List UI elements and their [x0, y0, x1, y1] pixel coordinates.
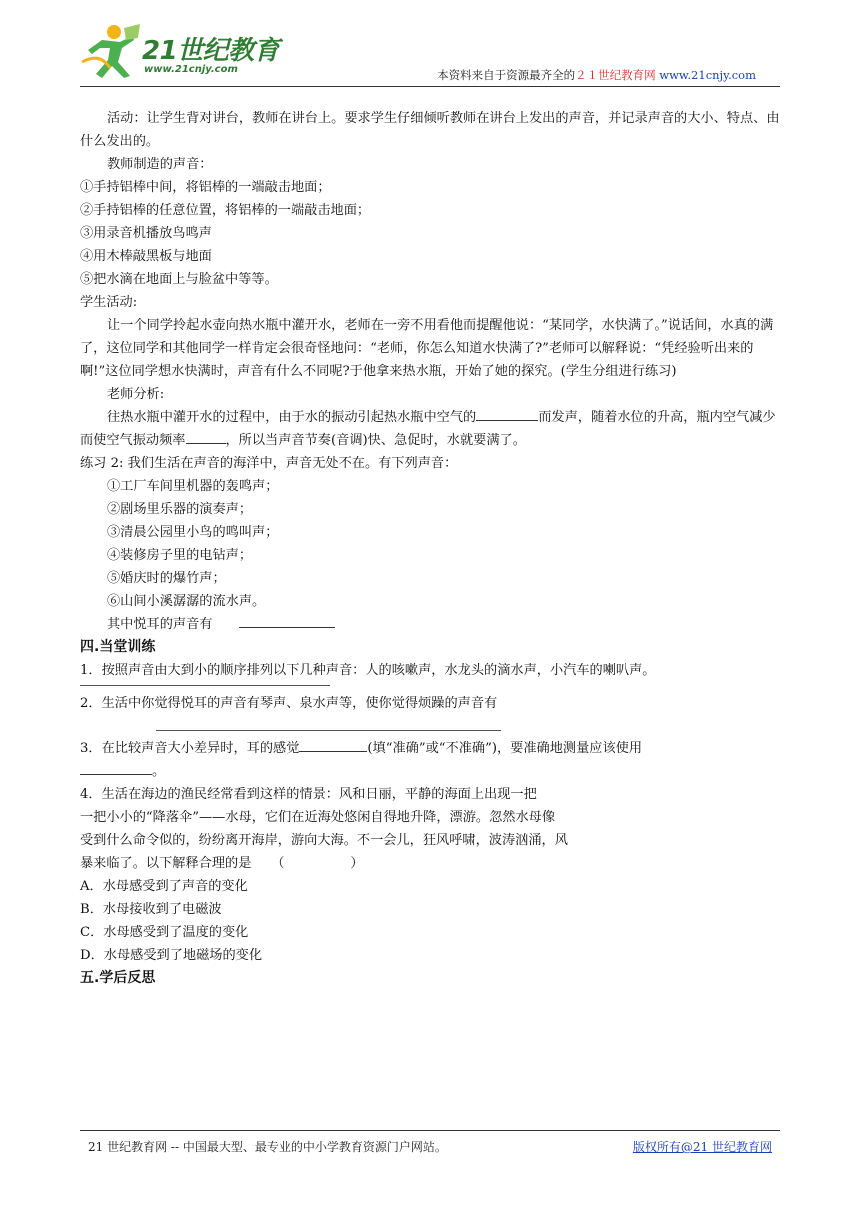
exercise2-item: ③清晨公园里小鸟的鸣叫声；: [107, 525, 279, 540]
option-b[interactable]: B．水母接收到了电磁波: [80, 902, 222, 917]
answer-blank[interactable]: [186, 429, 226, 444]
q3-text-1: 3．在比较声音大小差异时，耳的感觉: [80, 741, 300, 756]
question-1: 1．按照声音由大到小的顺序排列以下几种声音：人的咳嗽声，水龙头的滴水声，小汽车的喇叭声。: [80, 663, 656, 678]
logo-url: www.21cnjy.com: [144, 64, 238, 75]
q3-text-2: (填“准确”或“不准确”)，要准确地测量应该使用: [367, 741, 643, 756]
document-body: [80, 107, 780, 990]
exercise2-question-text: 其中悦耳的声音有: [107, 617, 213, 632]
sound-item: ③用录音机播放鸟鸣声: [80, 226, 212, 241]
exercise2-item: ④装修房子里的电钻声；: [107, 548, 253, 563]
answer-line[interactable]: [156, 729, 501, 731]
analysis-text-3: ，所以当声音节奏(音调)快、急促时，水就要满了。: [225, 433, 526, 448]
activity-intro: 活动：让学生背对讲台，教师在讲台上。要求学生仔细倾听教师在讲台上发出的声音，并记录声音的大小、特点、由什么发出的。: [80, 111, 780, 149]
answer-blank[interactable]: [299, 737, 367, 752]
exercise2-item: ①工厂车间里机器的轰鸣声；: [107, 479, 279, 494]
runner-logo-icon: [80, 22, 146, 82]
logo-text: 21世纪教育: [142, 36, 280, 66]
analysis-text-2: 而发声，随着水位的升高，瓶内空气减少而使空气振动频率: [80, 410, 776, 448]
teacher-analysis-label: 老师分析:: [107, 387, 165, 402]
option-a[interactable]: A．水母感受到了声音的变化: [80, 879, 248, 894]
option-c[interactable]: C．水母感受到了温度的变化: [80, 925, 249, 940]
answer-blank[interactable]: [476, 406, 538, 421]
copyright-link[interactable]: 版权所有@21 世纪教育网: [632, 1140, 772, 1154]
story-paragraph: 让一个同学拎起水壶向热水瓶中灌开水，老师在一旁不用看他而提醒他说：“某同学，水快满了。”说话间，水真的满了，这位同学和其他同学一样肯定会很奇怪地问：“老师，你怎么知道水快满了?”老师可以解释说：“凭经验听出来的啊!”这位同学想水快满时，声音有什么不同呢?于他拿来热水瓶，开始了她的探究。(学生分组进行练习): [80, 318, 774, 379]
header-divider: [80, 86, 780, 87]
question-4-line: 一把小小的“降落伞”——水母，它们在近海处悠闲自得地升降，漂游。忽然水母像: [80, 810, 556, 825]
question-4-line: 4．生活在海边的渔民经常看到这样的情景：风和日丽，平静的海面上出现一把: [80, 787, 537, 802]
footer-text: 21 世纪教育网 -- 中国最大型、最专业的中小学教育资源门户网站。: [88, 1140, 447, 1154]
header-tagline: [437, 67, 756, 83]
sound-item: ①手持铝棒中间，将铝棒的一端敲击地面；: [80, 180, 331, 195]
analysis-paragraph: [80, 406, 780, 452]
analysis-text-1: 往热水瓶中灌开水的过程中，由于水的振动引起热水瓶中空气的: [107, 410, 477, 425]
question-2: 2．生活中你觉得悦耳的声音有琴声、泉水声等，使你觉得烦躁的声音有: [80, 696, 498, 711]
teacher-sounds-label: 教师制造的声音：: [107, 157, 213, 172]
answer-blank[interactable]: [80, 760, 152, 775]
exercise2-question: [80, 613, 780, 636]
exercise2-item: ⑥山间小溪潺潺的流水声。: [107, 594, 266, 609]
sound-item: ②手持铝棒的任意位置，将铝棒的一端敲击地面；: [80, 203, 371, 218]
student-activity-label: 学生活动:: [80, 295, 138, 310]
exercise2-item: ②剧场里乐器的演奏声；: [107, 502, 253, 517]
exercise2-intro: 练习 2: 我们生活在声音的海洋中，声音无处不在。有下列声音：: [80, 456, 458, 471]
question-4-line: 受到什么命令似的，纷纷离开海岸，游向大海。不一会儿，狂风呼啸，波涛汹涌，风: [80, 833, 568, 848]
question-3: [80, 737, 780, 760]
section4-heading: 四.当堂训练: [80, 639, 156, 655]
footer-divider: [80, 1130, 780, 1131]
section5-heading: 五.学后反思: [80, 970, 156, 986]
option-d[interactable]: D．水母感受到了地磁场的变化: [80, 948, 263, 963]
question-3-continued: [80, 760, 780, 783]
site-logo[interactable]: [80, 20, 310, 86]
question-4-line: 暴来临了。以下解释合理的是 （ ）: [80, 856, 364, 871]
sound-item: ④用木棒敲黑板与地面: [80, 249, 212, 264]
tagline-prefix: 本资料来自于资源最齐全的: [437, 68, 576, 82]
answer-blank[interactable]: [239, 613, 335, 628]
sound-item: ⑤把水滴在地面上与脸盆中等等。: [80, 272, 278, 287]
page-header: [80, 20, 780, 86]
tagline-url[interactable]: www.21cnjy.com: [659, 68, 756, 82]
exercise2-item: ⑤婚庆时的爆竹声；: [107, 571, 226, 586]
q3-end: 。: [152, 764, 166, 779]
tagline-site[interactable]: ２１世纪教育网: [575, 68, 656, 82]
answer-line[interactable]: [80, 684, 330, 686]
